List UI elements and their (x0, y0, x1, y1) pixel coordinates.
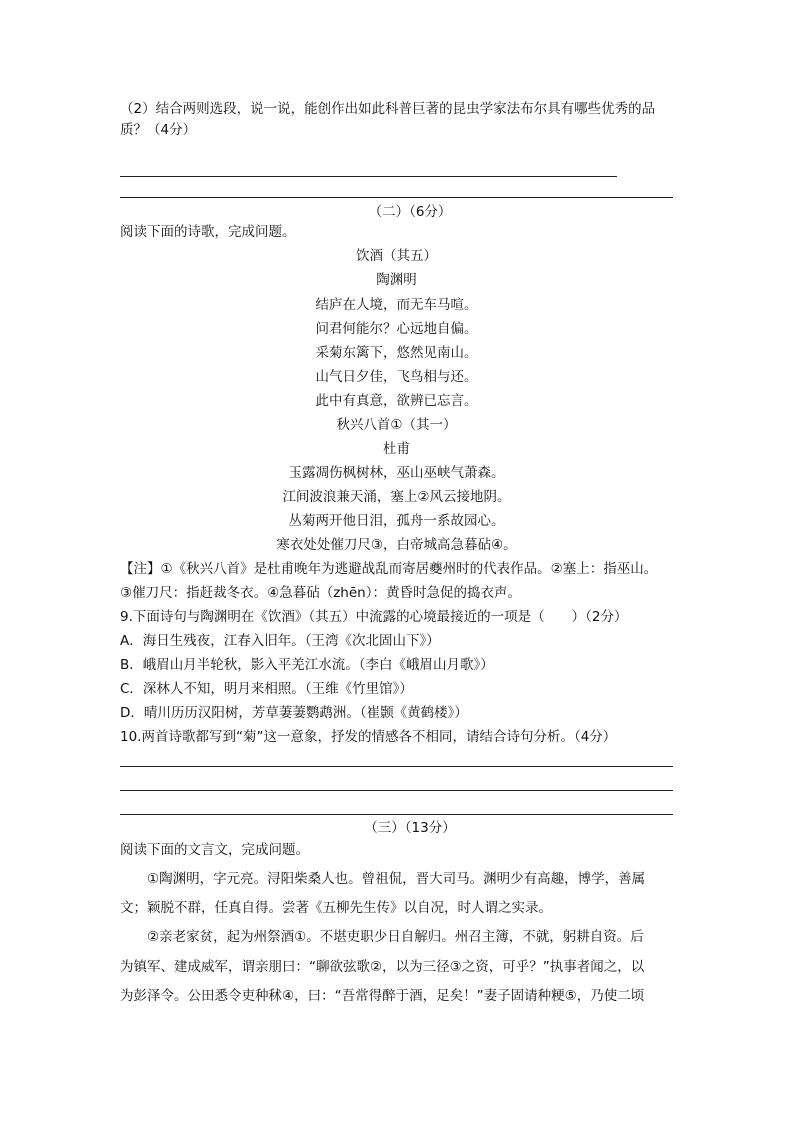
poem-2-author: 杜甫 (383, 441, 410, 457)
passage-para-1-line-1: ①陶渊明，字元亮。浔阳柴桑人也。曾祖侃，晋大司马。渊明少有高趣，博学，善属 (147, 871, 646, 887)
question-2-line-2: 质？（4分） (120, 122, 197, 138)
question-9-option-c[interactable]: C．深林人不知，明月来相照。（王维《竹里馆》） (120, 681, 413, 697)
poem-2-line: 丛菊两开他日泪，孤舟一系故园心。 (288, 513, 505, 529)
section-2-header: （二）（6分） (368, 204, 452, 220)
question-9-option-b[interactable]: B．峨眉山月半轮秋，影入平羌江水流。（李白《峨眉山月歌》） (120, 657, 494, 673)
question-9-stem: 9.下面诗句与陶渊明在《饮酒》（其五）中流露的心境最接近的一项是（ ）（2分） (120, 609, 628, 625)
question-10-stem: 10.两首诗歌都写到“菊”这一意象，抒发的情感各不相同，请结合诗句分析。（4分） (120, 729, 617, 745)
passage-para-1-line-2: 文；颖脱不群，任真自得。尝著《五柳先生传》以自况，时人谓之实录。 (120, 900, 552, 916)
poem-2-line: 玉露凋伤枫树林，巫山巫峡气萧森。 (288, 465, 505, 481)
poem-2-line: 寒衣处处催刀尺③，白帝城高急暮砧④。 (276, 537, 517, 553)
passage-para-2-line-1: ②亲老家贫，起为州祭酒①。不堪吏职少日自解归。州召主簿，不就，躬耕自资。后 (147, 929, 644, 945)
answer-line[interactable] (120, 197, 673, 198)
question-9-option-a[interactable]: A．海日生残夜，江春入旧年。（王湾《次北固山下》） (120, 633, 440, 649)
section-3-header: （三）（13分） (364, 820, 456, 836)
poem-1-line: 采菊东篱下，悠然见南山。 (315, 345, 478, 361)
passage-para-2-line-2: 为镇军、建成威军，谓亲朋曰：“聊欲弦歌②，以为三径③之资，可乎？”执事者闻之，以 (120, 959, 645, 975)
poem-2-line: 江间波浪兼天涌，塞上②风云接地阴。 (282, 489, 511, 505)
answer-line[interactable] (120, 766, 673, 767)
question-9-option-d[interactable]: D．晴川历历汉阳树，芳草萋萋鹦鹉洲。（崔颢《黄鹤楼》） (120, 705, 468, 721)
poem-1-author: 陶渊明 (376, 272, 417, 288)
poem-1-line: 问君何能尔？心远地自偏。 (315, 321, 478, 337)
answer-line[interactable] (120, 176, 617, 177)
section-2-instruction: 阅读下面的诗歌，完成问题。 (120, 224, 296, 240)
poem-1-line: 山气日夕佳，飞鸟相与还。 (315, 369, 478, 385)
poem-2-title: 秋兴八首①（其一） (336, 417, 457, 433)
section-3-instruction: 阅读下面的文言文，完成问题。 (120, 842, 309, 858)
answer-line[interactable] (120, 790, 673, 791)
passage-para-2-line-3: 为彭泽令。公田悉令吏种秫④，曰：“吾常得醉于酒，足矣！”妻子固请种粳⑤，乃使二顷 (120, 988, 645, 1004)
note-line-2: ③催刀尺：指赶裁冬衣。④急暮砧（zhēn）：黄昏时急促的捣衣声。 (120, 585, 521, 601)
poem-1-line: 结庐在人境，而无车马喧。 (315, 297, 478, 313)
answer-line[interactable] (120, 814, 673, 815)
poem-1-line: 此中有真意，欲辨已忘言。 (315, 393, 478, 409)
poem-1-title: 饮酒（其五） (356, 248, 437, 264)
question-2-line-1: （2）结合两则选段，说一说，能创作出如此科普巨著的昆虫学家法布尔具有哪些优秀的品 (120, 101, 656, 117)
note-line-1: 【注】①《秋兴八首》是杜甫晚年为逃避战乱而寄居夔州时的代表作品。②塞上：指巫山。 (120, 561, 658, 577)
